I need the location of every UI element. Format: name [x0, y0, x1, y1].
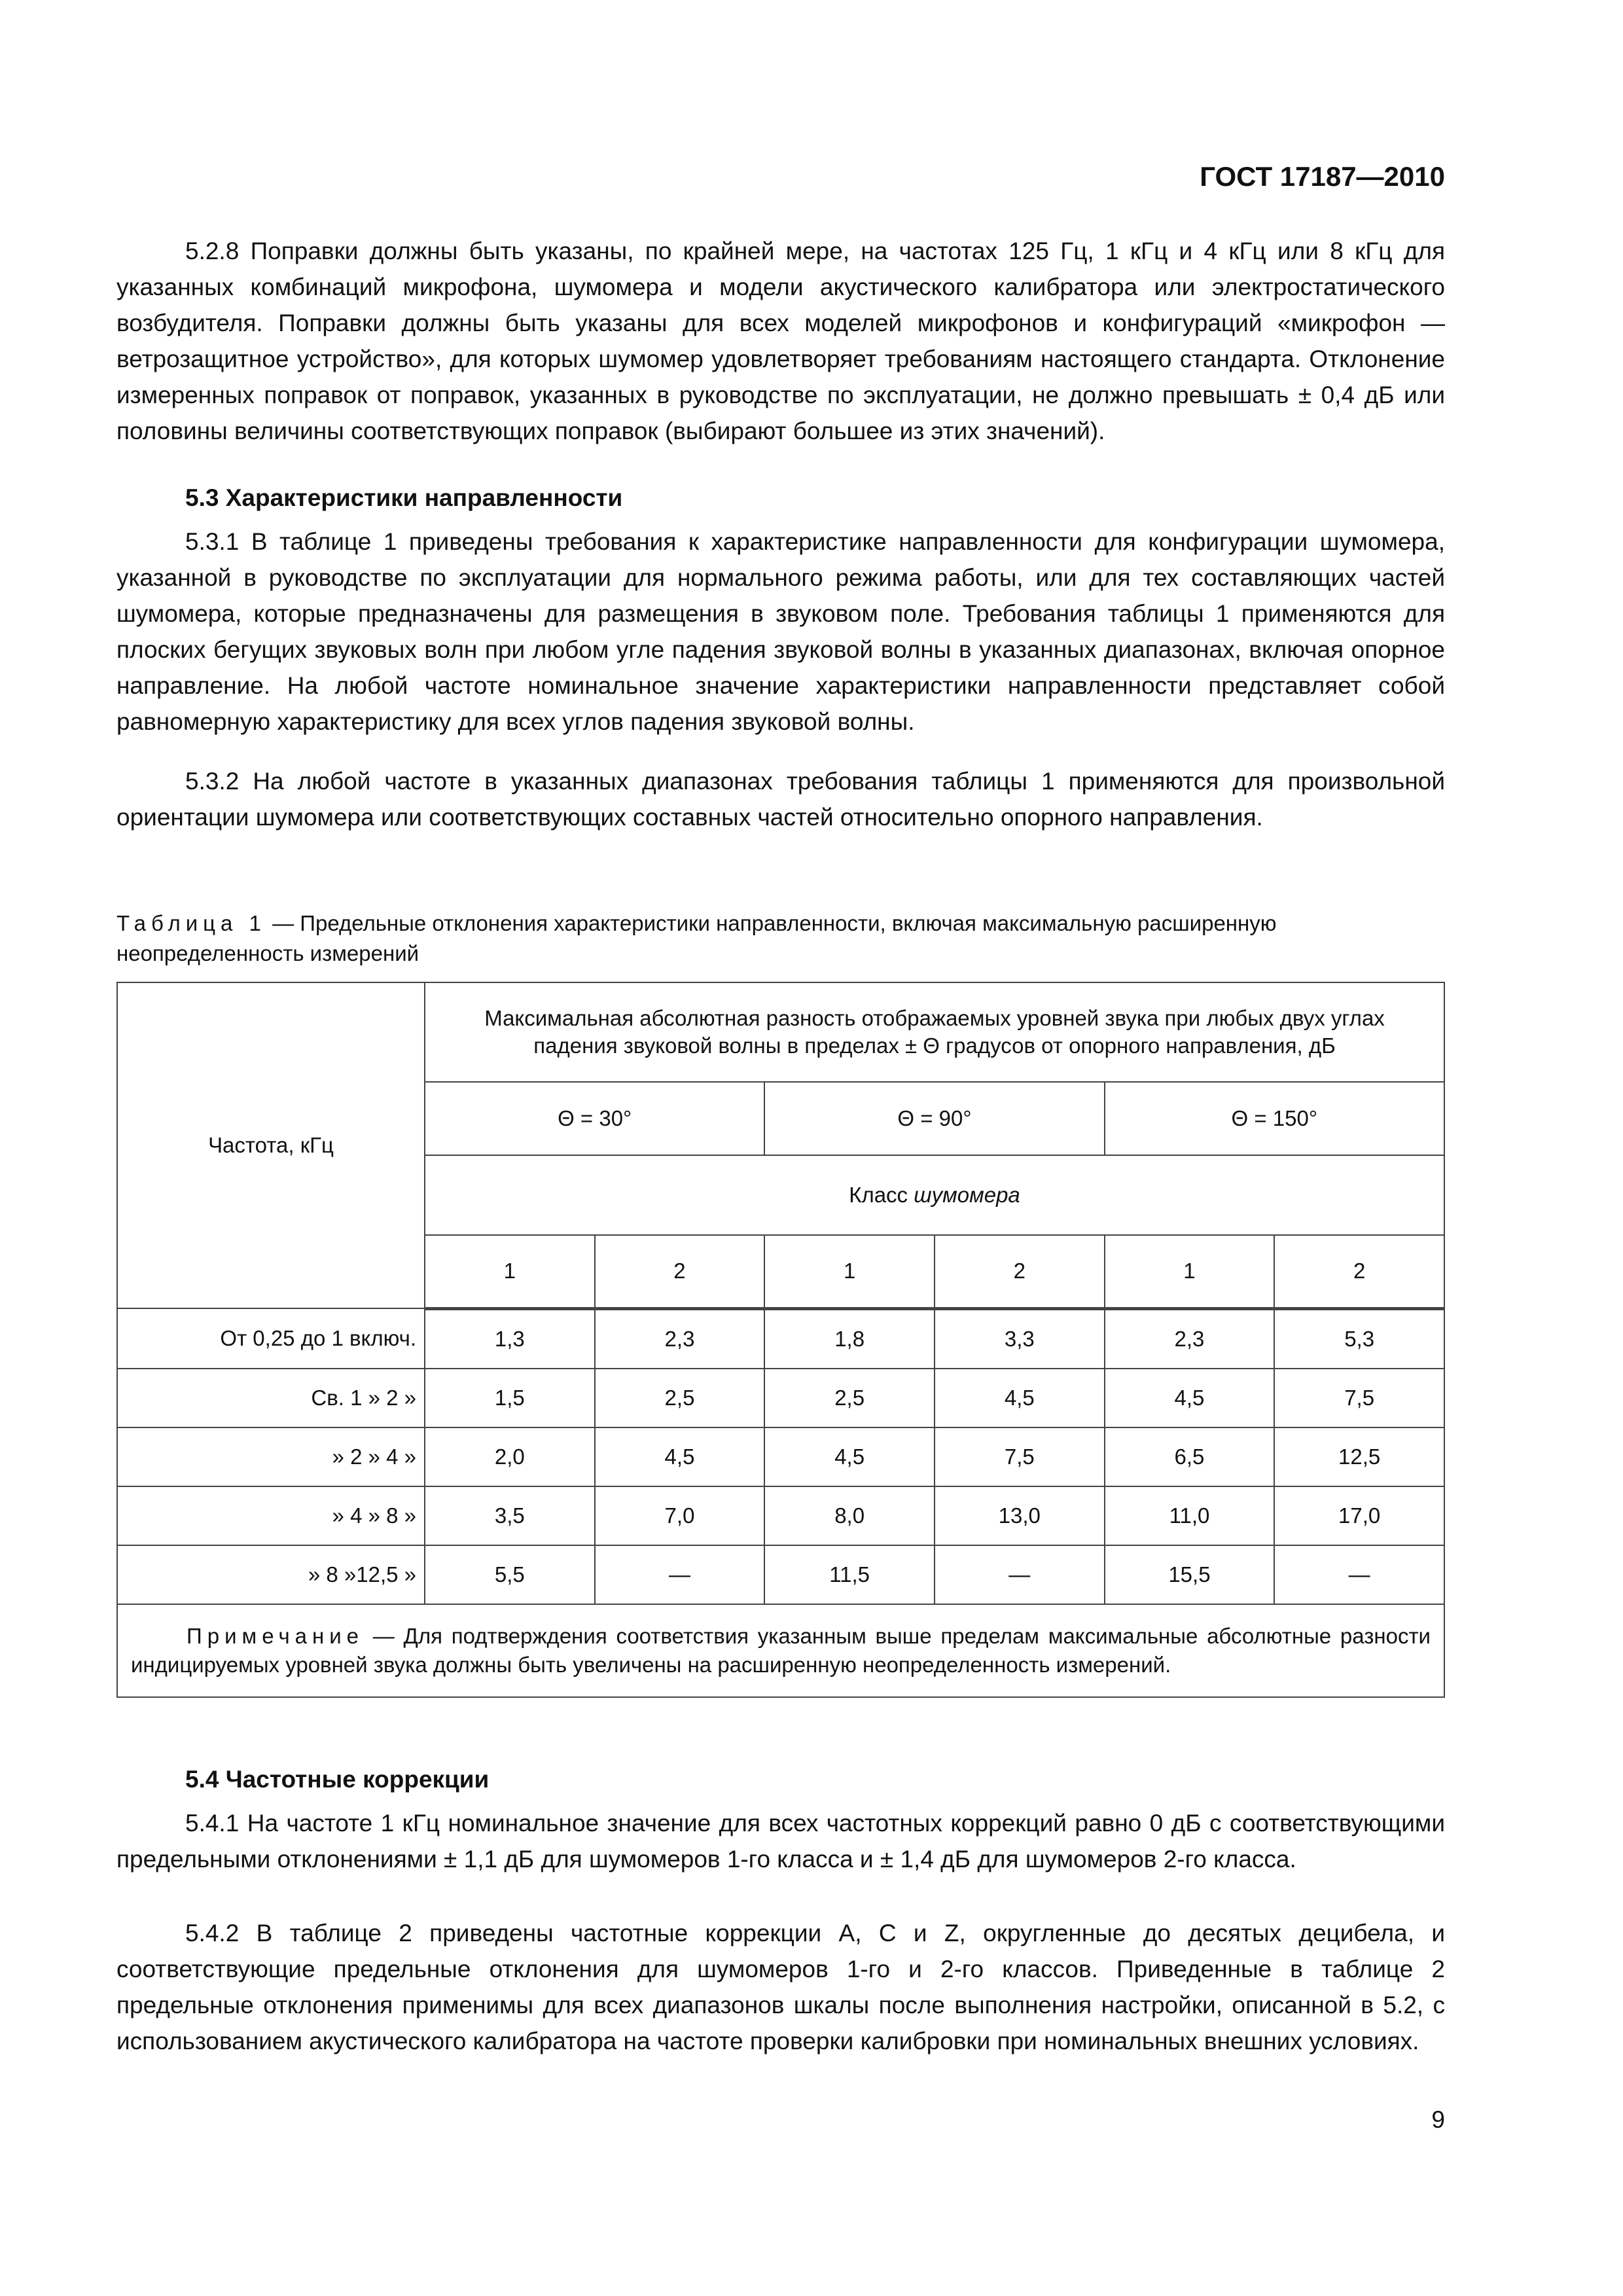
value-cell: 1,5: [425, 1369, 595, 1427]
header-angle-90: Θ = 90°: [764, 1082, 1104, 1155]
value-cell: 7,0: [595, 1486, 765, 1545]
section-5-3-title: 5.3 Характеристики направленности: [185, 484, 623, 511]
page-number: 9: [1431, 2106, 1445, 2133]
table-note: [117, 1604, 1444, 1697]
section-5-4-title: 5.4 Частотные коррекции: [185, 1766, 490, 1793]
header-angle-150: Θ = 150°: [1105, 1082, 1444, 1155]
value-cell: 13,0: [935, 1486, 1105, 1545]
value-cell: —: [1274, 1545, 1444, 1604]
header-frequency: Частота, кГц: [117, 982, 425, 1308]
paragraph-5-3-2: [116, 763, 1445, 835]
header-meter-class-italic: шумомера: [914, 1183, 1020, 1207]
value-cell: 5,3: [1274, 1308, 1444, 1369]
paragraph-5-3-1-text: 5.3.1 В таблице 1 приведены требования к характеристике направленности для конфигурации шумомера, указанной в руководстве по эксплуатации для нормального режима работы, или для тех составляющих частей шумомера, которые предназначены для размещения в звуковом поле. Требования таблицы 1 применяются для плоских бегущих звуковых волн при любом угле падения звуковой волны в указанных диапазонах, включая опорное направление. На любой частоте номинальное значение характеристики направленности представляет собой равномерную характеристику для всех углов падения звуковой волны.: [116, 528, 1445, 735]
header-class-cell: 1: [425, 1235, 595, 1308]
table-1-caption-label: Таблица 1: [116, 911, 266, 935]
value-cell: 6,5: [1105, 1427, 1275, 1486]
table-note-text: — Для подтверждения соответствия указанным выше пределам максимальные абсолютные разности индицируемых уровней звука должны быть увеличены на расширенную неопределенность измерений.: [131, 1623, 1431, 1677]
paragraph-5-3-1: [116, 524, 1445, 740]
value-cell: 2,5: [764, 1369, 935, 1427]
frequency-cell: От 0,25 до 1 включ.: [117, 1308, 425, 1369]
header-angle-30: Θ = 30°: [425, 1082, 764, 1155]
value-cell: 4,5: [935, 1369, 1105, 1427]
header-meter-class-prefix: Класс: [849, 1183, 914, 1207]
header-class-cell: 1: [764, 1235, 935, 1308]
value-cell: 2,3: [595, 1308, 765, 1369]
frequency-cell: Св. 1 » 2 »: [117, 1369, 425, 1427]
value-cell: 11,5: [764, 1545, 935, 1604]
paragraph-5-2-8-text: 5.2.8 Поправки должны быть указаны, по крайней мере, на частотах 125 Гц, 1 кГц и 4 кГц или 8 кГц для указанных комбинаций микрофона, шумомера и модели акустического калибратора или электростатического возбудителя. Поправки должны быть указаны для всех моделей микрофонов и конфигураций «микрофон — ветрозащитное устройство», для которых шумомер удовлетворяет требованиям настоящего стандарта. Отклонение измеренных поправок от поправок, указанных в руководстве по эксплуатации, не должно превышать ± 0,4 дБ или половины величины соответствующих поправок (выбирают большее из этих значений).: [116, 238, 1445, 444]
value-cell: —: [595, 1545, 765, 1604]
paragraph-5-3-2-text: 5.3.2 На любой частоте в указанных диапазонах требования таблицы 1 применяются для произвольной ориентации шумомера или соответствующих составных частей относительно опорного направления.: [116, 768, 1445, 831]
frequency-cell: » 8 »12,5 »: [117, 1545, 425, 1604]
value-cell: —: [935, 1545, 1105, 1604]
value-cell: 5,5: [425, 1545, 595, 1604]
value-cell: 8,0: [764, 1486, 935, 1545]
value-cell: 17,0: [1274, 1486, 1444, 1545]
value-cell: 12,5: [1274, 1427, 1444, 1486]
value-cell: 1,8: [764, 1308, 935, 1369]
header-class-cell: 2: [595, 1235, 765, 1308]
table-1: [116, 982, 1445, 1698]
value-cell: 2,5: [595, 1369, 765, 1427]
paragraph-5-4-1-text: 5.4.1 На частоте 1 кГц номинальное значение для всех частотных коррекций равно 0 дБ с соответствующими предельными отклонениями ± 1,1 дБ для шумомеров 1-го класса и ± 1,4 дБ для шумомеров 2-го класса.: [116, 1810, 1445, 1873]
value-cell: 15,5: [1105, 1545, 1275, 1604]
table-row: [117, 1427, 1444, 1486]
value-cell: 3,3: [935, 1308, 1105, 1369]
document-page: [116, 0, 1445, 2296]
table-row: [117, 1486, 1444, 1545]
value-cell: 2,0: [425, 1427, 595, 1486]
frequency-cell: » 2 » 4 »: [117, 1427, 425, 1486]
frequency-cell: » 4 » 8 »: [117, 1486, 425, 1545]
value-cell: 4,5: [1105, 1369, 1275, 1427]
table-note-label: Примечание: [187, 1623, 365, 1648]
value-cell: 2,3: [1105, 1308, 1275, 1369]
table-note-body: [131, 1622, 1431, 1679]
value-cell: 7,5: [935, 1427, 1105, 1486]
table-note-row: [117, 1604, 1444, 1697]
paragraph-5-4-2: [116, 1915, 1445, 2059]
header-class-cell: 2: [935, 1235, 1105, 1308]
header-meter-class: [425, 1155, 1444, 1235]
table-row: [117, 1545, 1444, 1604]
header-class-cell: 1: [1105, 1235, 1275, 1308]
paragraph-5-4-2-text: 5.4.2 В таблице 2 приведены частотные коррекции A, C и Z, округленные до десятых децибела, и соответствующие предельные отклонения для шумомеров 1-го и 2-го классов. Приведенные в таблице 2 предельные отклонения применимы для всех диапазонов шкалы после выполнения настройки, описанной в 5.2, с использованием акустического калибратора на частоте проверки калибровки при номинальных внешних условиях.: [116, 1920, 1445, 2054]
table-1-caption-text: — Предельные отклонения характеристики направленности, включая максимальную расширенную неопределенность измерений: [116, 911, 1277, 965]
paragraph-5-2-8: [116, 233, 1445, 449]
document-id: ГОСТ 17187—2010: [1200, 161, 1445, 192]
paragraph-5-4-1: [116, 1805, 1445, 1877]
value-cell: 4,5: [764, 1427, 935, 1486]
table-1-caption: [116, 908, 1445, 969]
value-cell: 1,3: [425, 1308, 595, 1369]
value-cell: 3,5: [425, 1486, 595, 1545]
header-class-cell: 2: [1274, 1235, 1444, 1308]
value-cell: 7,5: [1274, 1369, 1444, 1427]
header-max-difference: Максимальная абсолютная разность отображаемых уровней звука при любых двух углах падения звуковой волны в пределах ± Θ градусов от опорного направления, дБ: [425, 982, 1444, 1082]
value-cell: 11,0: [1105, 1486, 1275, 1545]
table-row: [117, 1369, 1444, 1427]
table-row: [117, 1308, 1444, 1369]
value-cell: 4,5: [595, 1427, 765, 1486]
